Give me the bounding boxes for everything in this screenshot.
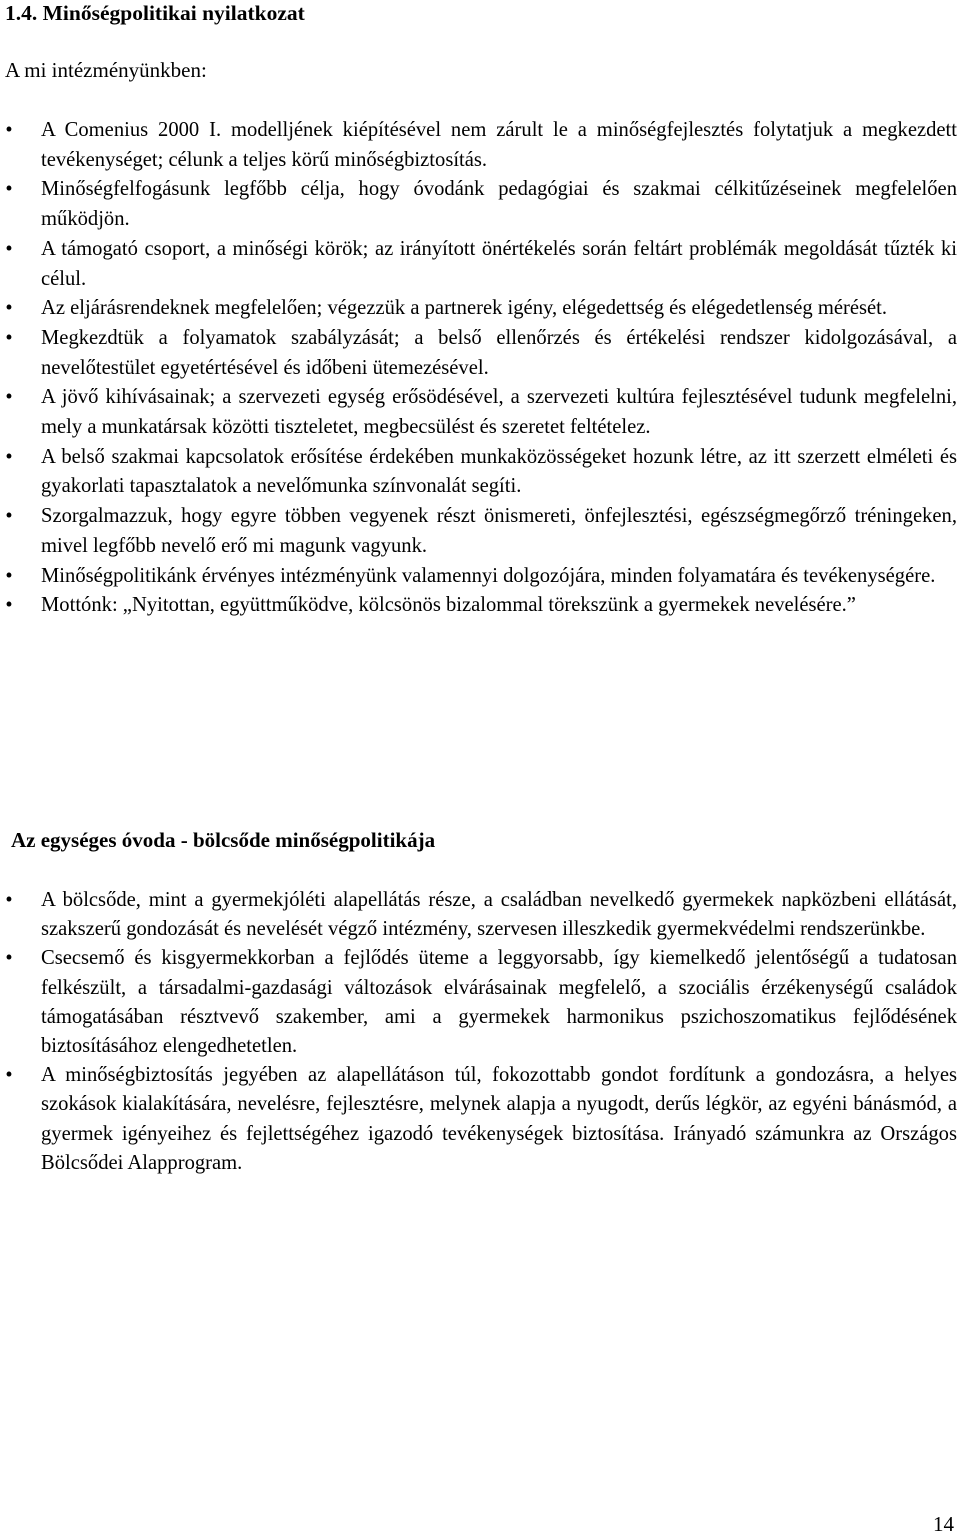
list-item (0, 443, 957, 502)
bullet-icon: • (5, 505, 13, 528)
bullet-icon: • (5, 178, 13, 201)
bullet-icon: • (5, 889, 13, 911)
list-item-text: Csecsemő és kisgyermekkorban a fejlődés üteme a leggyorsabb, így kiemelkedő jelentőségű a tudatosan felkészült, a társadalmi-gazdasági változások elvárásainak megfelelő, a szociális érzékenységű családok támogatásában résztvevő szakember, ami a gyermekek harmonikus pszichoszomatikus fejlődésének biztosításához elengedhetetlen. (41, 947, 957, 1058)
bullet-icon: • (5, 119, 13, 141)
subsection-heading: Az egységes óvoda - bölcsőde minőségpolitikája (11, 828, 436, 852)
list-item (0, 944, 957, 1061)
list-item-text: Mottónk: „Nyitottan, együttműködve, kölcsönös bizalommal törekszünk a gyermekek nevelésére.” (41, 594, 856, 617)
list-item-text: A minőségbiztosítás jegyében az alapellátáson túl, fokozottabb gondot fordítunk a gondozásra, a helyes szokások kialakítására, nevelésre, fejlesztésre, melynek alapja a nyugodt, derűs légkör, az egyéni bánásmód, a gyermek igényeihez és fejlettségéhez igazodó tevékenységek biztosítása. Irányadó számunkra az Országos Bölcsődei Alapprogram. (41, 1064, 957, 1174)
list-item-text: Az eljárásrendeknek megfelelően; végezzük a partnerek igény, elégedettség és elégedetlenség mérését. (41, 297, 888, 320)
nursery-policy-list (0, 886, 957, 1178)
list-item (0, 502, 957, 561)
list-item (0, 1061, 957, 1178)
bullet-icon: • (5, 1064, 13, 1087)
list-item-text: Megkezdtük a folyamatok szabályzását; a belső ellenőrzés és értékelési rendszer kidolgozásával, a nevelőtestület egyetértésével és időbeni ütemezésével. (41, 326, 957, 379)
list-item-text: A bölcsőde, mint a gyermekjóléti alapellátás része, a családban nevelkedő gyermekek napközbeni ellátását, szakszerű gondozását és nevelését végző intézmény, szervesen illeszkedik gyermekvédelmi rendszerünkbe. (41, 889, 957, 941)
bullet-icon: • (5, 386, 13, 409)
list-item (0, 294, 957, 324)
bullet-icon: • (5, 947, 13, 970)
list-item (0, 324, 957, 383)
list-item-text: Minőségpolitikánk érvényes intézményünk valamennyi dolgozójára, minden folyamatára és tevékenységére. (41, 564, 936, 587)
section-heading: 1.4. Minőségpolitikai nyilatkozat (5, 1, 305, 25)
list-item-text: Minőségfelfogásunk legfőbb célja, hogy óvodánk pedagógiai és szakmai célkitűzéseinek megfelelően működjön. (41, 178, 957, 231)
page-number: 14 (933, 1512, 954, 1536)
quality-policy-list (0, 116, 957, 621)
list-item-text: A támogató csoport, a minőségi körök; az irányított önértékelés során feltárt problémák megoldását tűzték ki célul. (41, 237, 957, 290)
bullet-icon: • (5, 237, 13, 260)
list-item-text: A jövő kihívásainak; a szervezeti egység erősödésével, a szervezeti kultúra fejlesztésével tudunk megfelelni, mely a munkatársak közötti tiszteletet, megbecsülést és szeretet feltételez. (41, 386, 957, 439)
bullet-icon: • (5, 326, 13, 349)
intro-text: A mi intézményünkben: (5, 58, 207, 82)
bullet-icon: • (5, 564, 13, 587)
list-item (0, 175, 957, 234)
list-item (0, 591, 957, 621)
list-item (0, 886, 957, 944)
bullet-icon: • (5, 445, 13, 468)
list-item (0, 562, 957, 592)
list-item (0, 383, 957, 442)
list-item-text: A belső szakmai kapcsolatok erősítése érdekében munkaközösségeket hozunk létre, az itt szerzett elméleti és gyakorlati tapasztalatok a nevelőmunka színvonalát segíti. (41, 445, 957, 498)
list-item (0, 116, 957, 175)
list-item-text: A Comenius 2000 I. modelljének kiépítésével nem zárult le a minőségfejlesztés folytatjuk a megkezdett tevékenységet; célunk a teljes körű minőségbiztosítás. (41, 119, 957, 171)
list-item (0, 235, 957, 294)
bullet-icon: • (5, 594, 13, 617)
list-item-text: Szorgalmazzuk, hogy egyre többen vegyenek részt önismereti, önfejlesztési, egészségmegőrző tréningeken, mivel legfőbb nevelő erő mi magunk vagyunk. (41, 505, 957, 557)
bullet-icon: • (5, 297, 13, 320)
